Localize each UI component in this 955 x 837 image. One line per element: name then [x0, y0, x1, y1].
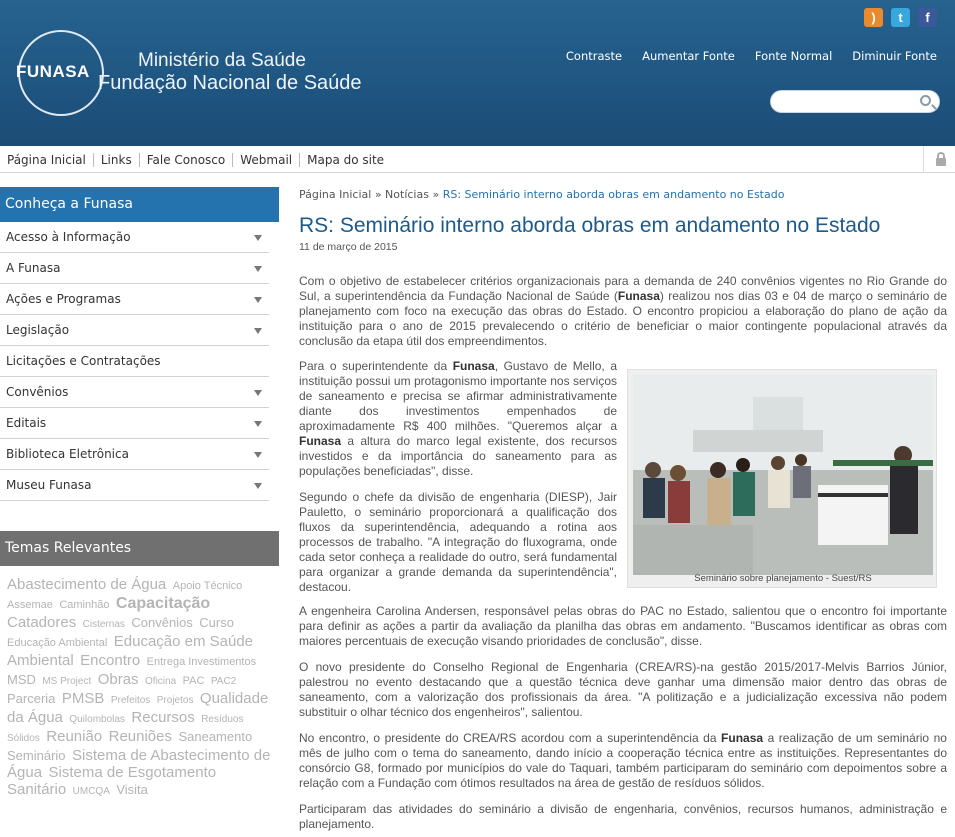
nav-webmail-link[interactable]: Webmail: [233, 153, 300, 167]
search-icon[interactable]: [920, 95, 931, 106]
article-date: 11 de março de 2015: [299, 241, 398, 253]
tag-link[interactable]: Sistema de Abastecimento de Água: [7, 747, 271, 781]
tag-link[interactable]: Convênios: [131, 615, 193, 630]
article-paragraph: [299, 660, 947, 720]
contrast-link[interactable]: Contraste: [565, 49, 623, 63]
chevron-down-icon[interactable]: [254, 235, 262, 241]
article-paragraph: [299, 490, 617, 595]
nav-contact-link[interactable]: Fale Conosco: [140, 153, 234, 167]
twitter-icon[interactable]: t: [891, 8, 910, 27]
sidebar-item-label: Convênios: [6, 385, 69, 399]
search-input[interactable]: [781, 94, 911, 110]
facebook-icon[interactable]: f: [918, 8, 937, 27]
breadcrumb-separator: »: [374, 188, 386, 201]
tag-link[interactable]: Entrega Investimentos: [146, 656, 257, 668]
logo-foundation-text: Fundação Nacional de Saúde: [98, 72, 362, 94]
nav-sitemap-link[interactable]: Mapa do site: [307, 152, 385, 167]
tag-link[interactable]: PAC2: [210, 676, 237, 687]
sidebar-item-convenios[interactable]: [0, 377, 269, 408]
bold-text: Funasa: [617, 289, 660, 303]
sidebar-item-biblioteca[interactable]: [0, 439, 269, 470]
tag-link[interactable]: Capacitação: [115, 595, 211, 612]
site-header: [0, 0, 955, 146]
decrease-font-link[interactable]: Diminuir Fonte: [852, 49, 937, 63]
tag-link[interactable]: Obras: [97, 671, 139, 688]
search-box: [770, 90, 940, 113]
breadcrumb-current: RS: Seminário interno aborda obras em andamento no Estado: [442, 188, 785, 201]
sidebar-item-label: Biblioteca Eletrônica: [6, 447, 129, 461]
sidebar-item-label: Editais: [6, 416, 47, 430]
tag-link[interactable]: Abastecimento de Água: [7, 576, 167, 593]
paragraph-text: Segundo o chefe da divisão de engenharia (DIESP), Jair Pauletto, o seminário proporcionará a qualificação dos fluxos da superintendência, adequando a rotina aos processos de trabalho. "A integração do fluxograma, onde cada setor conheça a realidade do outro, será fundamental para organizar a grande demanda da superintendência", destacou.: [299, 490, 617, 594]
tag-link[interactable]: Caminhão: [59, 599, 110, 611]
tag-link[interactable]: Assemae: [7, 599, 53, 611]
paragraph-text: a realização de um seminário no mês de julho com o tema do saneamento, dando início a cooperação técnica entre as instituições. Representantes do consórcio G8, formado por municípios do vale do Taquari, também participaram do seminário com depoimentos sobre a relação com a Fundação com ótimos resultados na área de gestão de resíduos sólidos.: [299, 731, 947, 790]
sidebar-item-acesso-informacao[interactable]: [0, 222, 269, 253]
tag-link[interactable]: Quilombolas: [69, 714, 125, 725]
article-paragraph: [299, 359, 617, 479]
seminar-photo: [633, 375, 933, 575]
tag-link[interactable]: Projetos: [156, 695, 194, 706]
sidebar-item-label: A Funasa: [6, 261, 61, 275]
tag-link[interactable]: Apoio Técnico: [172, 580, 243, 592]
sidebar-item-editais[interactable]: [0, 408, 269, 439]
chevron-down-icon[interactable]: [254, 328, 262, 334]
chevron-down-icon[interactable]: [254, 266, 262, 272]
tag-link[interactable]: Qualidade da Água: [7, 690, 269, 726]
article-paragraph: [299, 604, 947, 649]
sidebar-item-label: Licitações e Contratações: [6, 354, 161, 368]
tag-link[interactable]: PMSB: [61, 690, 105, 707]
tag-link[interactable]: Visita: [116, 782, 148, 797]
tag-link[interactable]: Parceria: [7, 691, 56, 706]
social-links: [864, 8, 937, 27]
sidebar-item-licitacoes[interactable]: [0, 346, 269, 377]
chevron-down-icon[interactable]: [254, 483, 262, 489]
tag-link[interactable]: Prefeitos: [110, 695, 151, 706]
sidebar-item-label: Acesso à Informação: [6, 230, 131, 244]
sidebar: [0, 187, 279, 800]
tag-link[interactable]: Recursos: [131, 709, 195, 726]
page-title: RS: Seminário interno aborda obras em andamento no Estado: [299, 214, 881, 237]
tag-link[interactable]: Encontro: [80, 652, 141, 669]
sidebar-item-label: Museu Funasa: [6, 478, 92, 492]
sidebar-heading: Conheça a Funasa: [0, 187, 279, 222]
figure-caption: Seminário sobre planejamento - Suest/RS: [694, 573, 872, 584]
breadcrumb-separator: »: [432, 188, 443, 201]
rss-icon[interactable]: ): [864, 8, 883, 27]
paragraph-text: Participaram das atividades do seminário a divisão de engenharia, convênios, recursos humanos, administração e planejamento.: [299, 802, 947, 831]
article-paragraph: [299, 731, 947, 791]
bold-text: Funasa: [452, 359, 495, 373]
top-navigation: [0, 146, 955, 173]
bold-text: Funasa: [299, 434, 342, 448]
increase-font-link[interactable]: Aumentar Fonte: [642, 49, 735, 63]
article-paragraph: [299, 802, 947, 832]
tag-link[interactable]: Seminário: [7, 748, 66, 763]
sidebar-item-acoes-programas[interactable]: [0, 284, 269, 315]
sidebar-item-label: Legislação: [6, 323, 70, 337]
tag-link[interactable]: Educação Ambiental: [7, 637, 108, 649]
tag-link[interactable]: UMCQA: [72, 786, 110, 797]
tag-link[interactable]: Catadores: [7, 614, 77, 631]
breadcrumb-section-link[interactable]: Notícias: [385, 188, 429, 201]
sidebar-item-a-funasa[interactable]: [0, 253, 269, 284]
article-paragraph: [299, 274, 947, 349]
chevron-down-icon[interactable]: [254, 421, 262, 427]
logo-wordmark: FUNASA: [16, 62, 90, 81]
paragraph-text: No encontro, o presidente do CREA/RS acordou com a superintendência da: [299, 731, 722, 745]
logo-ministry-text: Ministério da Saúde: [138, 50, 306, 71]
chevron-down-icon[interactable]: [254, 390, 262, 396]
paragraph-text: ) realizou nos dias 03 e 04 de março o seminário de planejamento com foco na execução das obras do Estado. O encontro propiciou a elaboração do plano de ação da instituição para o ano de 2015 prevalecendo o critério de beneficiar o maior contingente populacional através da conclusão da etapa útil dos empreendimentos.: [299, 289, 947, 348]
tag-cloud: [0, 566, 279, 800]
accessibility-bar: [566, 49, 937, 63]
paragraph-text: O novo presidente do Conselho Regional de Engenharia (CREA/RS)-na gestão 2015/2017-Melvis Barrios Júnior, palestrou no evento destacando que a questão técnica deve ganhar uma dimensão maior dentro das obras de saneamento, com a valorização dos profissionais da área. "A politização e a judicialização excessiva não podem substituir o olhar técnico dos engenheiros", salientou.: [299, 660, 947, 719]
nav-home-link[interactable]: Página Inicial: [0, 153, 94, 167]
paragraph-text: A engenheira Carolina Andersen, responsável pelas obras do PAC no Estado, salientou que o encontro foi importante para definir as ações a partir da avaliação da planilha das obras em andamento. "Buscamos identificar as obras com maiores percentuais de execução visando prioridades de conclusão", disse.: [299, 604, 947, 648]
login-lock-icon[interactable]: [923, 146, 955, 173]
article: [299, 188, 947, 831]
tag-link[interactable]: MS Project: [42, 676, 92, 687]
chevron-down-icon[interactable]: [254, 297, 262, 303]
nav-links-link[interactable]: Links: [94, 153, 140, 167]
breadcrumb: [299, 188, 947, 201]
normal-font-link[interactable]: Fonte Normal: [754, 49, 833, 63]
tag-link[interactable]: Curso: [199, 615, 234, 630]
sidebar-item-museu[interactable]: [0, 470, 269, 501]
topics-heading: Temas Relevantes: [0, 531, 279, 566]
sidebar-item-legislacao[interactable]: [0, 315, 269, 346]
paragraph-text: Com o objetivo de estabelecer critérios organizacionais para a demanda de 240 convênios vigentes no Rio Grande do Sul, a superintendência da Fundação Nacional de Saúde (: [299, 274, 947, 303]
article-figure: [627, 369, 937, 588]
tag-link[interactable]: Reunião: [46, 728, 103, 745]
paragraph-text: , Gustavo de Mello, a instituição possui um protagonismo importante nos serviços de saneamento e precisa se afirmar administrativamente diante dos investimentos empenhados de aproximadamente R$ 400 milhões. "Queremos alçar a: [299, 359, 617, 433]
tag-link[interactable]: Reuniões: [108, 728, 172, 745]
tag-link[interactable]: PAC: [182, 675, 205, 687]
tag-link[interactable]: Sistema de Esgotamento Sanitário: [7, 764, 217, 798]
tag-link[interactable]: MSD: [7, 672, 36, 687]
paragraph-text: a altura do marco legal existente, dos recursos investidos e da importância do saneamento para as populações beneficiadas", disse.: [299, 434, 617, 478]
tag-link[interactable]: Educação em Saúde Ambiental: [7, 633, 254, 669]
tag-link[interactable]: Saneamento: [178, 729, 253, 744]
chevron-down-icon[interactable]: [254, 452, 262, 458]
tag-link[interactable]: Resíduos Sólidos: [7, 714, 244, 744]
paragraph-text: Para o superintendente da: [299, 359, 453, 373]
bold-text: Funasa: [721, 731, 764, 745]
tag-link[interactable]: Oficina: [145, 676, 177, 687]
funasa-logo[interactable]: [12, 26, 362, 118]
sidebar-item-label: Ações e Programas: [6, 292, 121, 306]
breadcrumb-home-link[interactable]: Página Inicial: [299, 188, 372, 201]
tag-link[interactable]: Cisternas: [82, 619, 125, 630]
sidebar-menu: [0, 222, 269, 501]
